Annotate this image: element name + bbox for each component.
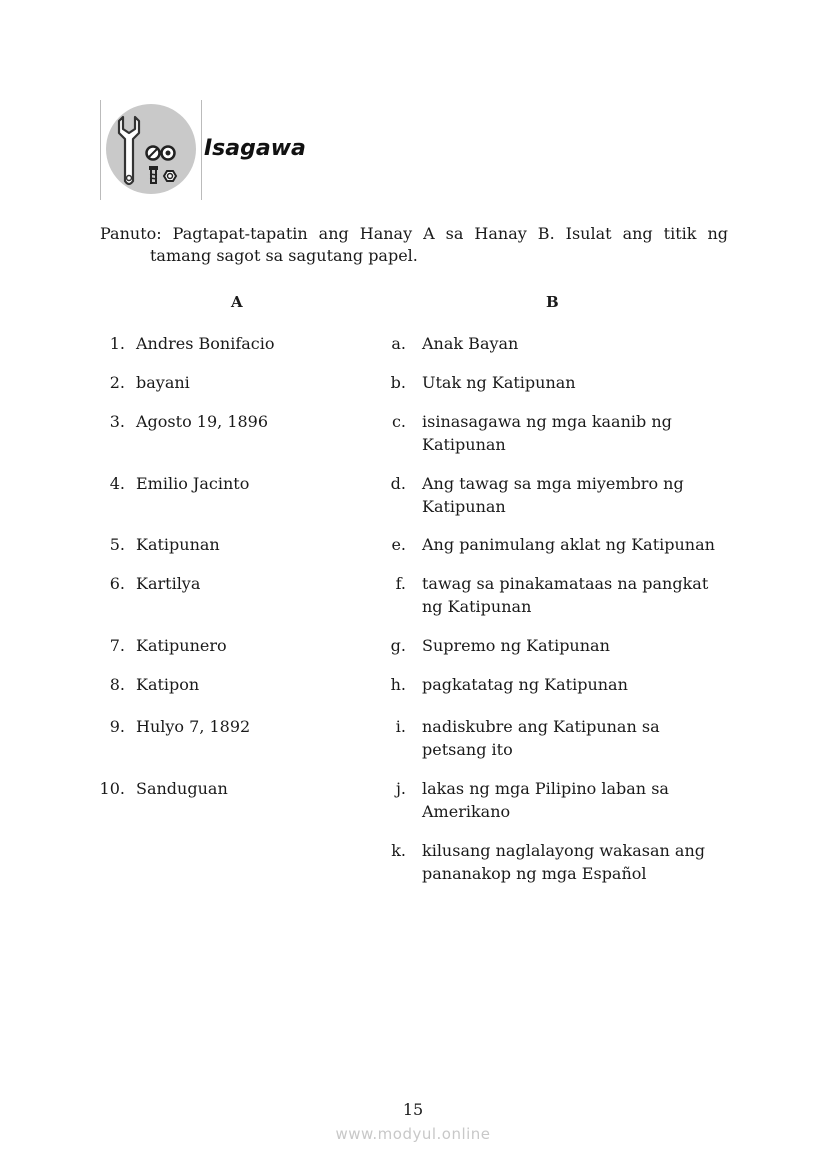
item-text: Hulyo 7, 1892 — [136, 717, 251, 736]
directions — [100, 223, 728, 267]
item-letter: g. — [390, 636, 406, 655]
item-text: Anak Bayan — [422, 334, 519, 353]
item-number: 3. — [109, 412, 125, 431]
wrench-bolts-icon — [105, 103, 197, 195]
item-letter: k. — [391, 841, 406, 860]
directions-line-1: Panuto: Pagtapat-tapatin ang Hanay A sa Hanay B. Isulat ang titik ng — [100, 224, 728, 243]
item-letter: b. — [390, 373, 406, 392]
item-letter: h. — [390, 675, 406, 694]
page-number: 15 — [402, 1100, 424, 1119]
item-text: bayani — [136, 373, 190, 392]
column-b-heading: B — [546, 293, 559, 311]
column-a-heading: A — [231, 293, 243, 311]
header-divider-right — [201, 100, 202, 200]
item-number: 9. — [109, 717, 125, 736]
item-text: Utak ng Katipunan — [422, 373, 576, 392]
item-text: Andres Bonifacio — [136, 334, 275, 353]
item-number: 5. — [109, 535, 125, 554]
item-text: Katipon — [136, 675, 200, 694]
item-number: 7. — [109, 636, 125, 655]
item-text: lakas ng mga Pilipino laban sa Amerikano — [422, 779, 669, 821]
item-letter: i. — [395, 717, 406, 736]
item-text: Katipunan — [136, 535, 220, 554]
item-text: kilusang naglalayong wakasan ang pananakop ng mga Español — [422, 841, 706, 883]
item-text: Supremo ng Katipunan — [422, 636, 610, 655]
item-letter: j. — [395, 779, 406, 798]
item-text: isinasagawa ng mga kaanib ng Katipunan — [422, 412, 672, 454]
item-number: 1. — [109, 334, 125, 353]
item-letter: d. — [390, 474, 406, 493]
item-letter: c. — [391, 412, 406, 431]
item-text: Ang panimulang aklat ng Katipunan — [422, 535, 715, 554]
item-number: 8. — [109, 675, 125, 694]
item-number: 6. — [109, 574, 125, 593]
item-text: Ang tawag sa mga miyembro ng Katipunan — [422, 474, 684, 516]
item-letter: e. — [391, 535, 406, 554]
directions-line-2: tamang sagot sa sagutang papel. — [150, 246, 418, 265]
item-text: Emilio Jacinto — [136, 474, 250, 493]
watermark-text: www.modyul.online — [335, 1125, 491, 1143]
item-number: 10. — [99, 779, 125, 798]
item-text: nadiskubre ang Katipunan sa petsang ito — [422, 717, 660, 759]
section-header-icon — [100, 98, 202, 201]
section-title: Isagawa — [204, 136, 306, 161]
item-number: 4. — [109, 474, 125, 493]
item-text: Agosto 19, 1896 — [136, 412, 269, 431]
item-text: Katipunero — [136, 636, 227, 655]
item-text: pagkatatag ng Katipunan — [422, 675, 628, 694]
item-letter: a. — [391, 334, 406, 353]
item-text: Kartilya — [136, 574, 201, 593]
header-divider-left — [100, 100, 101, 200]
item-text: tawag sa pinakamataas na pangkat ng Katipunan — [422, 574, 709, 616]
item-number: 2. — [109, 373, 125, 392]
item-letter: f. — [395, 574, 406, 593]
item-text: Sanduguan — [136, 779, 228, 798]
